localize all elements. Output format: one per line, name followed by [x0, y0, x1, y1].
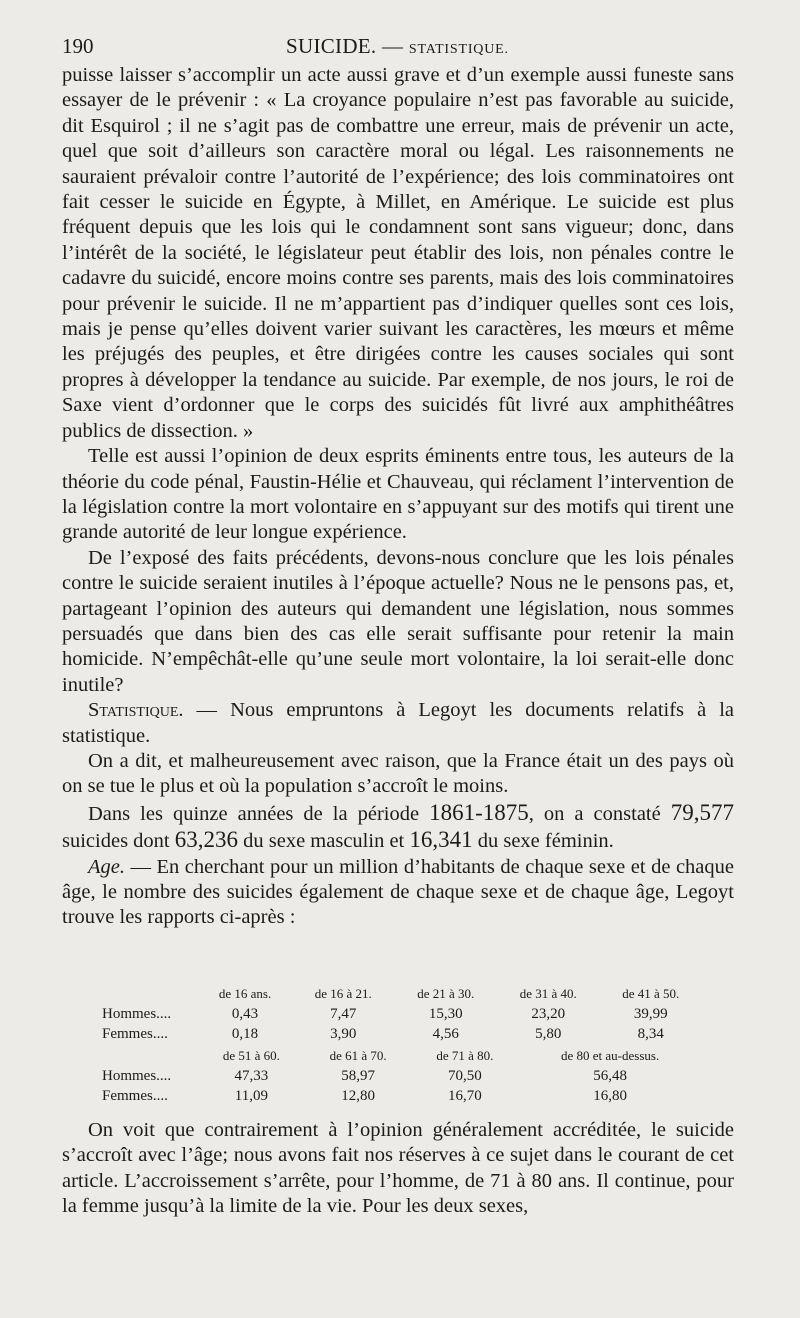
running-title-sub: STATISTIQUE. [408, 42, 509, 57]
table-cell: 56,48 [593, 1068, 627, 1084]
table-header-cell: de 61 à 70. [329, 1048, 387, 1063]
age-table-1 [102, 984, 702, 1044]
paragraph-6-text-e: du sexe féminin. [472, 830, 614, 853]
closing-text [62, 1118, 734, 1220]
table-row [102, 1024, 702, 1044]
paragraph-4 [62, 698, 734, 749]
table-row [102, 1004, 702, 1024]
female-suicides: 16,341 [409, 827, 473, 853]
table-row [102, 1086, 702, 1106]
table-cell: 12,80 [341, 1088, 375, 1104]
table-header-cell: de 80 et au-dessus. [561, 1048, 660, 1063]
table-header-cell: de 16 ans. [218, 986, 272, 1001]
table-header-blank [102, 984, 198, 1004]
paragraph-6 [62, 800, 734, 855]
male-suicides: 63,236 [174, 827, 238, 853]
paragraph-6-text-b: , on a constaté [528, 802, 671, 825]
paragraph-6-text-c: suicides dont [62, 830, 175, 853]
running-title-main: SUICIDE. — [286, 34, 404, 58]
paragraph-5: On a dit, et malheureusement avec raison, que la France était un des pays où on se tue le plus et où la population s’accroît le moins. [62, 749, 734, 798]
table-cell: 16,80 [593, 1088, 627, 1104]
body-text [62, 63, 734, 931]
table-cell: 11,09 [234, 1088, 268, 1104]
table-header-cell: de 16 à 21. [314, 986, 372, 1001]
row-label: Femmes.... [102, 1088, 168, 1104]
section-heading-age: Age. [88, 855, 125, 878]
table-header-cell: de 41 à 50. [622, 986, 680, 1001]
table-header-row [102, 984, 702, 1004]
table-cell: 5,80 [535, 1026, 562, 1042]
paragraph-8: On voit que contrairement à l’opinion généralement accréditée, le suicide s’accroît avec l’âge; nous avons fait nos réserves à ce sujet dans le courant de cet article. L’accroissement s’arrête, pour l’homme, de 71 à 80 ans. Il continue, pour la femme jusqu’à la limite de la vie. Pour les deux sexes, [62, 1119, 734, 1218]
table-cell: 0,18 [231, 1026, 259, 1042]
running-title [286, 34, 509, 59]
table-cell: 58,97 [341, 1068, 375, 1084]
row-label: Hommes.... [102, 1068, 172, 1084]
running-header [62, 34, 738, 60]
row-label: Hommes.... [102, 1006, 172, 1022]
table-header-blank [102, 1046, 198, 1066]
age-table-2 [102, 1046, 702, 1106]
table-cell: 47,33 [234, 1068, 269, 1084]
table-cell: 4,56 [432, 1026, 459, 1042]
table-cell: 15,30 [428, 1006, 463, 1022]
page-number: 190 [62, 34, 94, 58]
paragraph-6-text-a: Dans les quinze années de la période [88, 802, 430, 825]
table-cell: 3,90 [330, 1026, 357, 1042]
section-heading-statistique: Statistique. [88, 699, 184, 722]
table-cell: 23,20 [531, 1006, 566, 1022]
table-cell: 8,34 [637, 1026, 664, 1042]
table-header-cell: de 71 à 80. [436, 1048, 494, 1063]
period-years: 1861-1875 [429, 799, 529, 825]
paragraph-2: Telle est aussi l’opinion de deux esprits éminents entre tous, les auteurs de la théorie du code pénal, Faustin-Hélie et Chauveau, qui réclament l’intervention de la législation contre la mort volontaire en s’appuyant sur des motifs qui tirent une grande autorité de leur longue expérience. [62, 445, 734, 544]
paragraph-1: puisse laisser s’accomplir un acte aussi grave et d’un exemple aussi funeste sans essayer de le prévenir : « La croyance populaire n’est pas favorable au suicide, dit Esquirol ; il ne s’agit pas de combattre une erreur, mais de prévenir un acte, quel que soit d’ailleurs son caractère moral ou légal. Les raisonnements ne sauraient prévaloir contre l’autorité de l’expérience; des lois comminatoires ont fait cesser le suicide en Égypte, à Millet, en Amérique. Le suicide est plus fréquent depuis que les lois qui le condamnent sont sans vigueur; donc, dans l’intérêt de la société, le législateur peut établir des lois, non pénales contre le cadavre du suicidé, encore moins contre ses parents, mais des lois comminatoires pour prévenir le suicide. Il ne m’appartient pas d’indiquer quelles sont ces lois, mais je pense qu’elles doivent varier suivant les caractères, les mœurs et même les préjugés des peuples, et être dirigées contre les causes sociales qui sont propres à développer la tendance au suicide. Par exemple, de nos jours, le roi de Saxe vient d’ordonner que le corps des suicidés fût livré aux amphithéâtres publics de dissection. » [62, 64, 734, 442]
table-row [102, 1066, 702, 1086]
paragraph-6-text-d: du sexe masculin et [238, 830, 410, 853]
table-cell: 70,50 [447, 1068, 482, 1084]
table-cell: 16,70 [447, 1088, 482, 1104]
table-header-cell: de 31 à 40. [519, 986, 577, 1001]
paragraph-4-text: — Nous empruntons à Legoyt les documents relatifs à la statistique. [62, 699, 734, 747]
paragraph-7 [62, 855, 734, 931]
table-header-cell: de 51 à 60. [222, 1048, 280, 1063]
table-header-row [102, 1046, 702, 1066]
row-label: Femmes.... [102, 1026, 168, 1042]
table-cell: 0,43 [231, 1006, 259, 1022]
table-header-cell: de 21 à 30. [417, 986, 475, 1001]
table-cell: 7,47 [330, 1006, 357, 1022]
table-cell: 39,99 [633, 1006, 668, 1022]
paragraph-7-text: — En cherchant pour un million d’habitants de chaque sexe et de chaque âge, le nombre des suicides également de chaque sexe et de chaque âge, Legoyt trouve les rapports ci-après : [62, 855, 734, 929]
total-suicides: 79,577 [670, 799, 734, 825]
paragraph-3: De l’exposé des faits précédents, devons-nous conclure que les lois pénales contre le suicide seraient inutiles à l’époque actuelle? Nous ne le pensons pas, et, partageant l’opinion des auteurs qui demandent une législation, nous sommes persuadés que dans bien des cas elle serait suffisante pour retenir la main homicide. N’empêchât-elle qu’une seule mort volontaire, la loi serait-elle donc inutile? [62, 546, 734, 696]
